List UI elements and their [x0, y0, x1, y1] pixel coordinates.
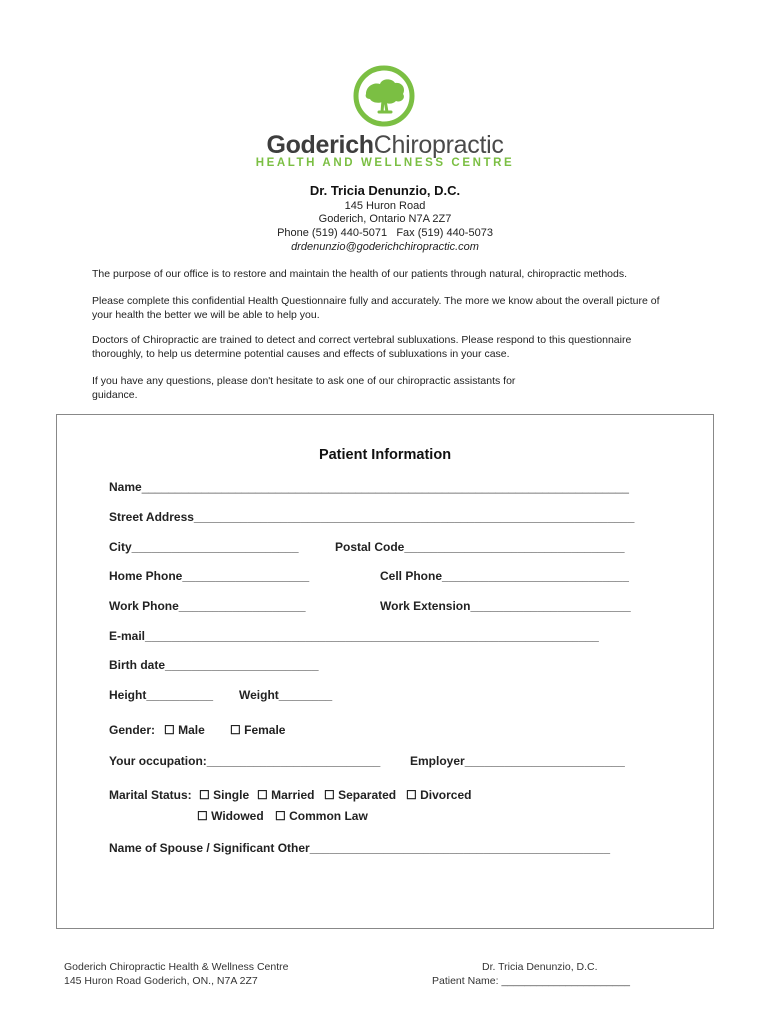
- footer-clinic-name: Goderich Chiropractic Health & Wellness Centre: [64, 961, 289, 973]
- postal-code-field[interactable]: Postal Code_________________________________: [335, 540, 625, 554]
- intro-paragraph-4: If you have any questions, please don't hesitate to ask one of our chiropractic assistants for guidance.: [92, 375, 516, 401]
- gender-male-option[interactable]: ☐ Male: [164, 723, 205, 737]
- checkbox-icon[interactable]: ☐: [164, 723, 175, 737]
- city-field[interactable]: City_________________________: [109, 540, 299, 554]
- street-line: __________________________________________________________________: [193, 510, 635, 524]
- marital-divorced-option[interactable]: ☐ Divorced: [406, 788, 472, 802]
- marital-married-option[interactable]: ☐ Married: [257, 788, 315, 802]
- home-phone-field[interactable]: Home Phone___________________: [109, 569, 310, 583]
- doctor-name: Dr. Tricia Denunzio, D.C.: [309, 183, 461, 198]
- phone-fax: Phone (519) 440-5071 Fax (519) 440-5073: [277, 227, 493, 239]
- checkbox-icon[interactable]: ☐: [324, 788, 335, 802]
- address-line-1: 145 Huron Road: [344, 200, 426, 212]
- street-address-field[interactable]: Street Address__________________________________________________________________: [109, 510, 635, 524]
- work-extension-field[interactable]: Work Extension________________________: [380, 599, 631, 613]
- name-field[interactable]: Name_________________________________________________________________________: [109, 480, 629, 494]
- spouse-name-field[interactable]: Name of Spouse / Significant Other_____________________________________________: [109, 841, 611, 855]
- footer-doctor-name: Dr. Tricia Denunzio, D.C.: [482, 961, 598, 973]
- name-line: _________________________________________________________________________: [141, 480, 629, 494]
- birth-date-field[interactable]: Birth date_______________________: [109, 658, 319, 672]
- intro-paragraph-2: Please complete this confidential Health Questionnaire fully and accurately. The more we know about the overall picture of your health the better we will be able to help you.: [92, 295, 660, 321]
- gender-label: Gender:: [109, 723, 156, 737]
- work-phone-field[interactable]: Work Phone___________________: [109, 599, 306, 613]
- footer-patient-name[interactable]: Patient Name: ______________________: [432, 975, 630, 987]
- cell-phone-field[interactable]: Cell Phone____________________________: [380, 569, 629, 583]
- checkbox-icon[interactable]: ☐: [197, 809, 208, 823]
- checkbox-icon[interactable]: ☐: [275, 809, 286, 823]
- address-line-2: Goderich, Ontario N7A 2Z7: [318, 213, 452, 225]
- marital-status-label: Marital Status:: [109, 788, 192, 802]
- checkbox-icon[interactable]: ☐: [257, 788, 268, 802]
- email-field[interactable]: E-mail____________________________________________________________________: [109, 629, 599, 643]
- footer-left: [64, 960, 288, 988]
- brand-tagline: HEALTH AND WELLNESS CENTRE: [255, 157, 515, 169]
- weight-field[interactable]: Weight________: [239, 688, 333, 702]
- gender-female-option[interactable]: ☐ Female: [230, 723, 286, 737]
- brand-name: GoderichChiropractic: [266, 131, 504, 159]
- intro-paragraph-1: The purpose of our office is to restore and maintain the health of our patients through natural, chiropractic methods.: [92, 268, 628, 280]
- footer-right: [432, 960, 652, 988]
- employer-field[interactable]: Employer________________________: [410, 754, 625, 768]
- marital-widowed-option[interactable]: ☐ Widowed: [197, 809, 264, 823]
- occupation-field[interactable]: Your occupation:__________________________: [109, 754, 381, 768]
- tree-logo-icon: [352, 64, 416, 128]
- marital-common-law-option[interactable]: ☐ Common Law: [275, 809, 368, 823]
- checkbox-icon[interactable]: ☐: [199, 788, 210, 802]
- checkbox-icon[interactable]: ☐: [406, 788, 417, 802]
- marital-separated-option[interactable]: ☐ Separated: [324, 788, 397, 802]
- footer-clinic-address: 145 Huron Road Goderich, ON., N7A 2Z7: [64, 975, 258, 987]
- intro-paragraph-3: Doctors of Chiropractic are trained to detect and correct vertebral subluxations. Please respond to this questionnaire thoroughly, to help us determine potential causes and effects of subluxations in your case.: [92, 334, 632, 360]
- form-title: Patient Information: [318, 447, 452, 463]
- checkbox-icon[interactable]: ☐: [230, 723, 241, 737]
- height-field[interactable]: Height__________: [109, 688, 214, 702]
- marital-single-option[interactable]: ☐ Single: [199, 788, 250, 802]
- clinic-email: drdenunzio@goderichchiropractic.com: [291, 241, 479, 253]
